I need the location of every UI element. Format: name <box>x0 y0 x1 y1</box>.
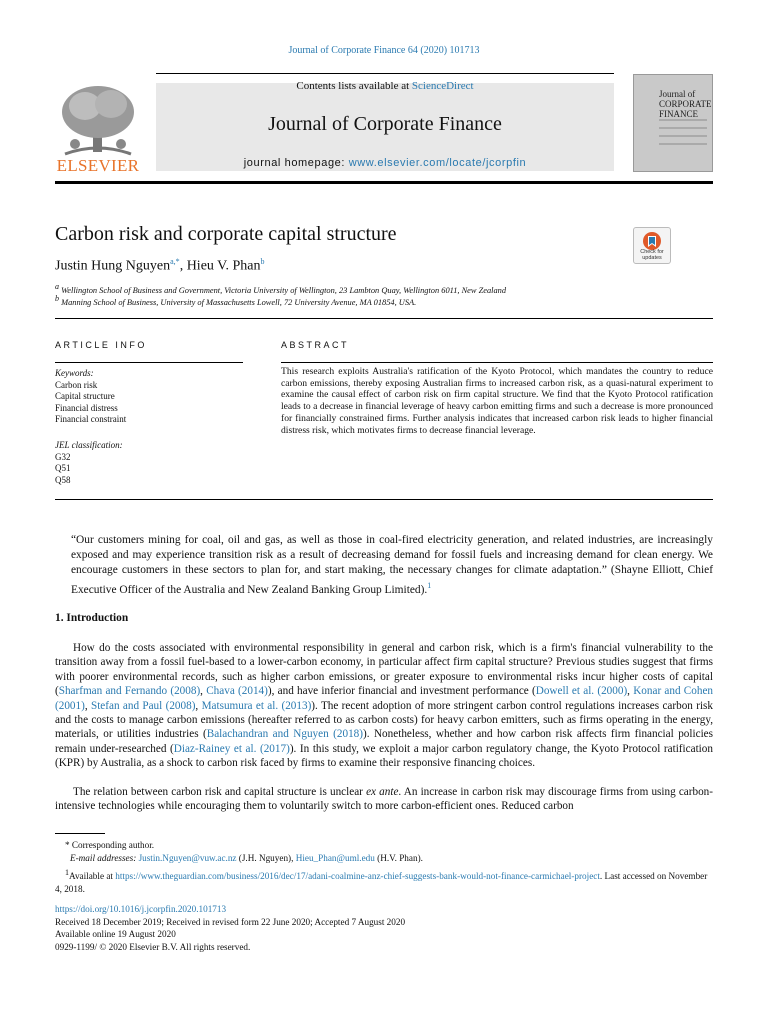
publisher-name: ELSEVIER <box>56 156 140 175</box>
text-run: . An increase in carbon risk may discourage firms from using carbon-intensive technologies while encouraging them to voluntarily switch to more carbon-efficient ones. Reduced carbon <box>55 786 713 813</box>
affiliation-text: Wellington School of Business and Government, Victoria University of Wellington, 23 Lambton Quay, Wellington 6011, New Zealand <box>61 285 507 295</box>
citation-link[interactable]: Dowell et al. (2000) <box>535 685 628 698</box>
abstract-heading: ABSTRACT <box>281 340 350 350</box>
section-rule <box>55 318 713 319</box>
footnote-text: Available at <box>69 871 116 882</box>
citation-link[interactable]: Stefan and Paul (2008) <box>90 699 196 712</box>
citation-link[interactable]: Balachandran and Nguyen (2018) <box>206 728 363 741</box>
affiliation <box>55 282 506 295</box>
footnote-mark[interactable]: 1 <box>427 581 432 590</box>
affiliation <box>55 294 416 307</box>
text-run: How do the costs associated with environmental responsibility in general and carbon risk, which is a firm's financial vulnerability to the transition away from a fossil fuel-based to a lower-carbon economy, in particular affect firm capital structure? Previous studies suggest that firms with poorer environmental records, such as higher carbon emissions, or greater exposure to environmental risks incur higher costs of capital ( <box>55 642 713 698</box>
citation-link[interactable]: Sharfman and Fernando (2008) <box>58 685 201 698</box>
jel-code: Q58 <box>55 474 71 485</box>
keyword: Financial distress <box>55 402 118 413</box>
text-run: , <box>627 685 634 698</box>
author-list: Justin Hung Nguyen$^{a,*}$, Hieu V. Phan$^b$ <box>55 257 265 274</box>
received-dates: Received 18 December 2019; Received in revised form 22 June 2020; Accepted 7 August 2020 <box>55 916 406 927</box>
email-owner: (J.H. Nguyen), <box>236 853 296 863</box>
author-name[interactable]: Justin Hung Nguyen <box>55 258 171 274</box>
text-run: , <box>195 699 202 712</box>
author-affiliation-mark[interactable]: b <box>260 257 265 266</box>
sciencedirect-link[interactable]: ScienceDirect <box>411 80 474 92</box>
email-link[interactable]: Hieu_Phan@uml.edu <box>295 853 375 863</box>
section-heading: 1. Introduction <box>55 612 129 624</box>
affiliation-text: Manning School of Business, University of Massachusetts Lowell, 72 University Avenue, MA 01854, USA. <box>61 297 417 307</box>
online-date: Available online 19 August 2020 <box>55 929 176 939</box>
masthead-rule <box>55 181 713 184</box>
footnote-rule <box>55 833 105 834</box>
section-rule <box>55 499 713 500</box>
keyword: Capital structure <box>55 391 115 402</box>
jel-code: Q51 <box>55 463 71 474</box>
quote-text: “Our customers mining for coal, oil and gas, as well as those in coal-fired electricity generation, and related industries, are increasingly exposed and may experience transition risk as a result of decreasing demand for fossil fuels and increasing demand for clean energy. We encourage customers in these sectors to plan for, and start making, the necessary changes for climate adaptation.” (Shayne Elliott, Chief Executive Officer of the Australia and New Zealand Banking Group Limited). <box>71 534 713 596</box>
jel-code: G32 <box>55 451 71 462</box>
paragraph <box>55 785 713 814</box>
affiliation-mark: a <box>55 282 59 291</box>
check-for-updates-label: Check for updates <box>640 249 664 261</box>
homepage-prefix: journal homepage: <box>243 157 349 169</box>
keyword: Carbon risk <box>55 379 98 390</box>
copyright: 0929-1199/ © 2020 Elsevier B.V. All rights reserved. <box>55 941 251 952</box>
header-rule <box>156 73 614 74</box>
text-run: ). In this study, we exploit a major carbon regulatory change, the Kyoto Protocol ratification (KPR) by Australia, as a shock to carbon risk faced by firms to examine their responsive financing choices. <box>55 742 713 770</box>
text-run: , <box>84 699 91 712</box>
citation-link[interactable]: Matsumura et al. (2013) <box>201 699 312 712</box>
contents-prefix: Contents lists available at <box>296 80 412 92</box>
affiliation-mark: b <box>55 294 59 303</box>
text-run: ). The recent adoption of more stringent carbon control regulations increases carbon risk and the costs to manage carbon emissions (hereafter referred to as carbon costs) for heavy carbon emitters, such as firms operating in the energy, materials, or utilities industries ( <box>55 699 714 741</box>
cover-title-line: Journal of <box>659 89 696 99</box>
check-for-updates-button[interactable] <box>633 227 671 264</box>
author-name[interactable]: Hieu V. Phan <box>186 258 261 274</box>
footnote-corresponding: * Corresponding author. <box>65 840 155 850</box>
footnote-mark: 1 <box>65 868 69 877</box>
citation-link[interactable]: Chava (2014) <box>206 685 268 698</box>
article-info-heading: ARTICLE INFO <box>55 340 147 350</box>
homepage-link[interactable]: www.elsevier.com/locate/jcorpfin <box>348 157 527 169</box>
email-link[interactable]: Justin.Nguyen@vuw.ac.nz <box>138 853 237 863</box>
jel-block <box>55 440 123 486</box>
keywords-label: Keywords: <box>55 368 94 378</box>
email-owner: (H.V. Phan). <box>374 853 423 863</box>
doi-link[interactable]: https://doi.org/10.1016/j.jcorpfin.2020.101713 <box>55 904 227 914</box>
author-affiliation-mark[interactable]: a,* <box>170 257 180 266</box>
contents-line <box>156 80 614 92</box>
paragraph <box>55 641 713 771</box>
cover-title-line: CORPORATE <box>659 99 712 109</box>
emphasis: ex ante <box>366 786 399 798</box>
abstract-rule <box>281 362 713 363</box>
journal-citation[interactable]: Journal of Corporate Finance 64 (2020) 101713 <box>288 45 480 56</box>
footnote-text: Corresponding author. <box>71 840 155 850</box>
keyword: Financial constraint <box>55 414 127 425</box>
jel-label: JEL classification: <box>55 440 123 450</box>
footnote-emails <box>70 852 713 865</box>
footnote-url-link[interactable]: https://www.theguardian.com/business/2016/dec/17/adani-coalmine-anz-chief-suggests-bank-would-not-finance-carmichael-project <box>115 871 600 882</box>
article-title: Carbon risk and corporate capital structure <box>55 223 397 245</box>
cover-decoration <box>659 119 707 151</box>
epigraph-quote <box>71 533 713 598</box>
footnote-text: . Last accessed on November 4, 2018. <box>55 871 708 895</box>
email-label: E-mail addresses: <box>70 853 139 863</box>
text-run: ). Nonetheless, whether and how carbon risk affects firm financial policies remain under-researched ( <box>55 728 713 755</box>
abstract-text: This research exploits Australia's ratification of the Kyoto Protocol, which mandates the country to reduce carbon emissions, thereby exposing Australian firms to increased carbon risk, as a quasi-natural experiment to examine the causal effect of carbon risk on firm capital structure. We find that the Kyoto Protocol ratification leads to a decrease in financial leverage of heavy carbon emitting firms and such a decrease is more pronounced for financially constrained firms. Further analysis indicates that increased carbon risk leads to higher financial distress risk, which motivates firms to decrease financial leverage. <box>281 366 713 436</box>
article-meta <box>55 903 405 953</box>
article-info-rule <box>55 362 243 363</box>
text-run: ), and have inferior financial and investment performance ( <box>267 685 536 698</box>
journal-homepage <box>156 157 614 169</box>
cover-title-line: FINANCE <box>659 109 699 119</box>
journal-cover[interactable] <box>633 74 713 172</box>
journal-name: Journal of Corporate Finance <box>268 113 502 135</box>
citation-link[interactable]: Konar and Cohen (2001) <box>55 685 714 712</box>
footnote-1 <box>55 866 713 896</box>
keywords-block <box>55 368 126 426</box>
text-run: , <box>200 685 207 698</box>
cover-title <box>659 89 712 119</box>
text-run: The relation between carbon risk and capital structure is unclear <box>73 786 367 798</box>
citation-link[interactable]: Diaz-Rainey et al. (2017) <box>173 742 290 755</box>
